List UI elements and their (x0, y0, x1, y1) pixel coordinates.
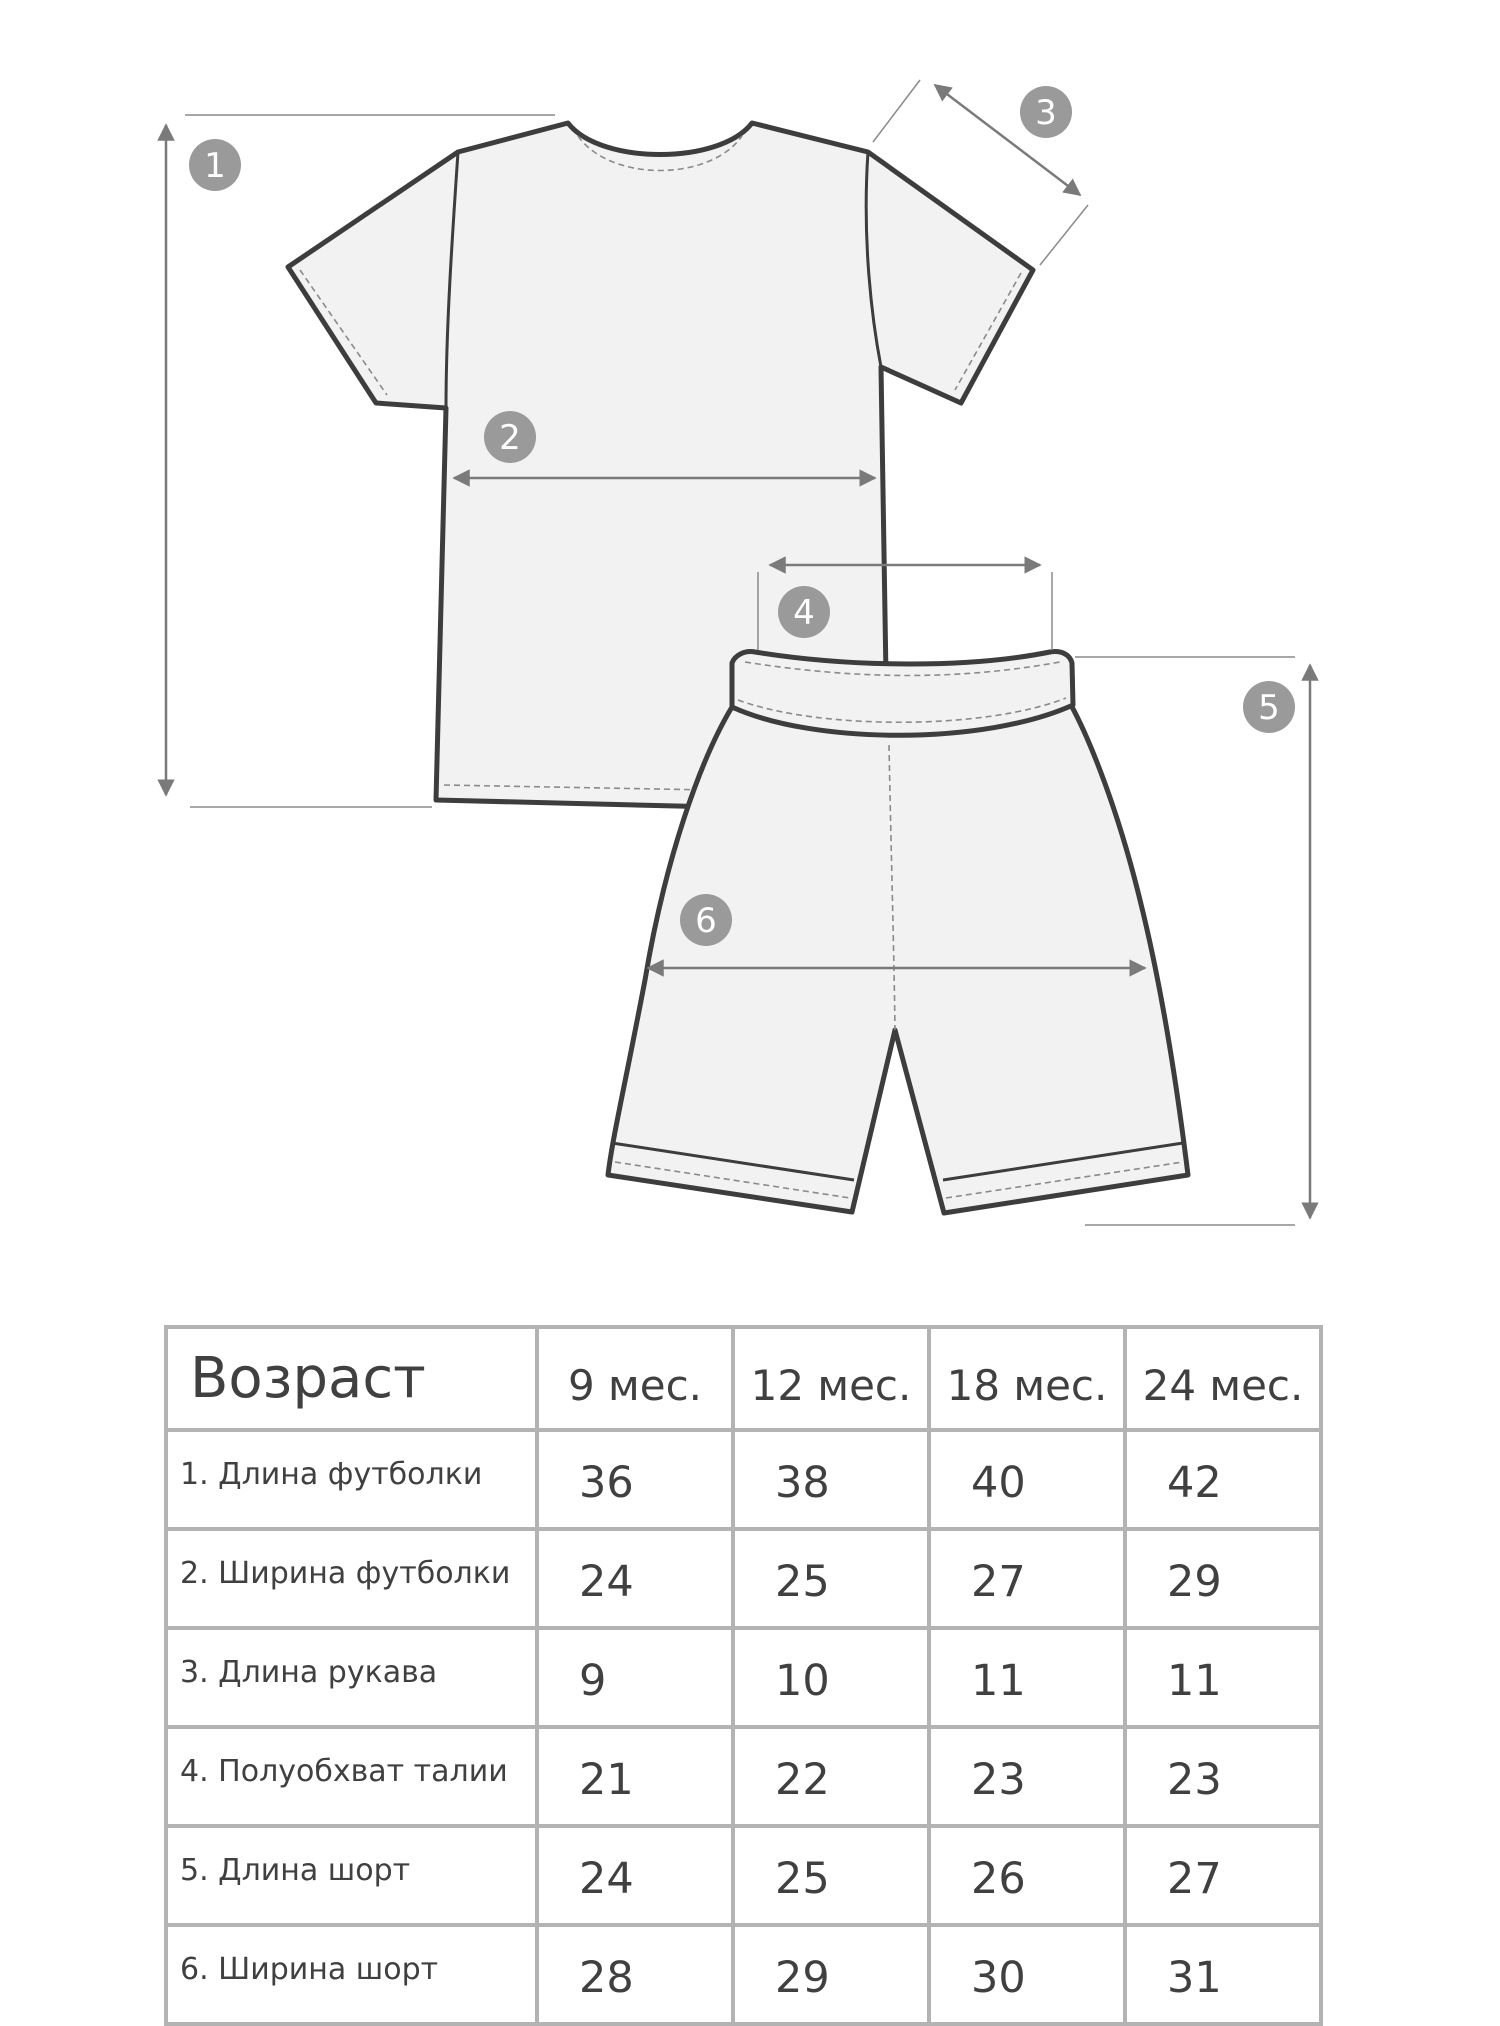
marker-5-label: 5 (1258, 688, 1280, 728)
shorts-outline (608, 705, 1188, 1213)
table-cell: 36 (537, 1430, 733, 1529)
table-header-row (166, 1327, 1321, 1430)
table-cell: 21 (537, 1727, 733, 1826)
marker-2-label: 2 (499, 418, 521, 458)
table-row (166, 1826, 1321, 1925)
table-cell: 11 (929, 1628, 1125, 1727)
table-cell: 25 (733, 1826, 929, 1925)
measure-marker-2 (484, 411, 536, 463)
row-label: 5. Длина шорт (166, 1826, 537, 1925)
row-label: 4. Полуобхват талии (166, 1727, 537, 1826)
age-column-header: 18 мес. (929, 1327, 1125, 1430)
table-cell: 26 (929, 1826, 1125, 1925)
table-cell: 27 (929, 1529, 1125, 1628)
table-cell: 23 (929, 1727, 1125, 1826)
table-cell: 10 (733, 1628, 929, 1727)
measure-marker-5 (1243, 681, 1295, 733)
table-row (166, 1430, 1321, 1529)
extension-line-3-left (873, 80, 920, 142)
table-cell: 9 (537, 1628, 733, 1727)
table-cell: 22 (733, 1727, 929, 1826)
age-column-header: 24 мес. (1125, 1327, 1321, 1430)
measure-marker-3 (1020, 86, 1072, 138)
table-cell: 31 (1125, 1925, 1321, 2024)
table-cell: 30 (929, 1925, 1125, 2024)
table-cell: 27 (1125, 1826, 1321, 1925)
table-cell: 38 (733, 1430, 929, 1529)
table-cell: 25 (733, 1529, 929, 1628)
row-label: 1. Длина футболки (166, 1430, 537, 1529)
age-column-header: 12 мес. (733, 1327, 929, 1430)
table-row (166, 1628, 1321, 1727)
table-cell: 40 (929, 1430, 1125, 1529)
marker-6-label: 6 (695, 901, 717, 941)
table-cell: 23 (1125, 1727, 1321, 1826)
extension-line-3-right (1040, 205, 1088, 265)
table-row (166, 1727, 1321, 1826)
table-row (166, 1925, 1321, 2024)
marker-1-label: 1 (204, 146, 226, 186)
measure-marker-1 (189, 139, 241, 191)
age-column-header: 9 мес. (537, 1327, 733, 1430)
row-label: 3. Длина рукава (166, 1628, 537, 1727)
row-label: 2. Ширина футболки (166, 1529, 537, 1628)
table-cell: 42 (1125, 1430, 1321, 1529)
marker-3-label: 3 (1035, 93, 1057, 133)
row-label: 6. Ширина шорт (166, 1925, 537, 2024)
age-header-label: Возраст (166, 1327, 537, 1430)
shorts-waistband (732, 652, 1073, 736)
table-cell: 11 (1125, 1628, 1321, 1727)
table-row (166, 1529, 1321, 1628)
measure-marker-4 (778, 586, 830, 638)
marker-4-label: 4 (793, 593, 815, 633)
size-table (164, 1325, 1323, 2026)
table-cell: 24 (537, 1529, 733, 1628)
table-cell: 29 (1125, 1529, 1321, 1628)
table-cell: 24 (537, 1826, 733, 1925)
table-cell: 29 (733, 1925, 929, 2024)
measure-marker-6 (680, 894, 732, 946)
table-cell: 28 (537, 1925, 733, 2024)
